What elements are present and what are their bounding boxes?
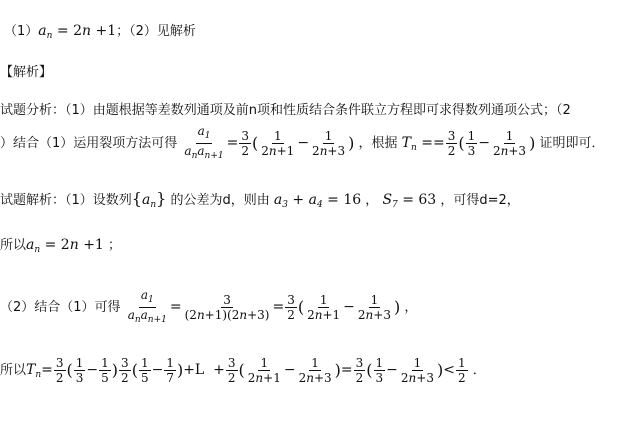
fraction-1-over-2n3: $\frac{1}{2n+3}$	[312, 129, 346, 158]
fraction-1-over-2n3-c: $\frac{1}{2n+3}$	[357, 293, 391, 322]
solution-line-1-text-b: 的公差为d，则由	[170, 193, 270, 208]
fraction-3-over-product: $\frac{3}{(2n+1)(2n+3)}$	[184, 293, 270, 322]
fraction-1-over-2n3-b: $\frac{1}{2n+3}$	[493, 129, 527, 158]
fraction-1-over-2n1: $\frac{1}{2n+1}$	[261, 129, 295, 158]
condition-a3-a4: $a_3 + a_4 = 16$	[273, 192, 362, 210]
solution-line-3-text-b: ，	[404, 300, 418, 315]
solution-line-4-text-a: 所以	[0, 363, 27, 378]
tn-symbol: $T_n$ ==	[401, 135, 445, 153]
analysis-line-2-text-b: ，根据	[358, 136, 398, 151]
answer-separator: ；	[116, 24, 130, 39]
solution-line-3: （2）结合（1）可得 $\frac{a_1}{a_na_{n+1}}$ = $\frac{3}{(2n+1)(2n+3)}$ = $\frac{3}{2}$ ( $\frac{1}{2n+1}$ − $\frac{1}{2n+3}$ ) ，	[0, 288, 418, 325]
solution-line-1-text-c: ，	[365, 193, 379, 208]
answer-part1-formula: $a_n = 2n +1$	[38, 23, 117, 41]
analysis-heading: 【解析】	[0, 65, 53, 80]
fraction-3-over-2: $\frac{3}{2}$	[241, 129, 249, 158]
solution-line-1-text-d: ，可得d=2，	[440, 193, 520, 208]
analysis-line-2: ）结合（1）运用裂项方法可得 $\frac{a_1}{a_na_{n+1}}$ = $\frac{3}{2}$ ( $\frac{1}{2n+1}$ − $\frac{1}{2n+3}$ ) ，根据 $T_n$ == $\frac{3}{2}$ ( $\frac{1}{3}$ − $\frac{1}{2n+3}$ ) 证明即可．	[0, 124, 605, 161]
general-term-formula: $a_n = 2n +1$	[26, 237, 104, 255]
solution-line-3-text-a: （2）结合（1）可得	[0, 300, 121, 315]
fraction-1-over-3: $\frac{1}{3}$	[467, 129, 476, 158]
answer-part1-label: （1）	[4, 24, 39, 39]
analysis-line-2-text-a: ）结合（1）运用裂项方法可得	[0, 136, 178, 151]
fraction-3-over-2-b: $\frac{3}{2}$	[447, 129, 456, 158]
condition-s7: $S_7 = 63$	[382, 192, 437, 210]
solution-line-1-text-a: 试题解析：（1）设数列	[0, 193, 132, 208]
analysis-line-1: 试题分析：（1）由题根据等差数列通项及前n项和性质结合条件联立方程即可求得数列通项公式；（2	[0, 103, 571, 118]
fraction-1-over-2n1-b: $\frac{1}{2n+1}$	[307, 293, 341, 322]
fraction-a1-over-anan1: $\frac{a_1}{a_na_{n+1}}$	[184, 124, 224, 161]
fraction-3-over-2-c: $\frac{3}{2}$	[287, 293, 295, 322]
solution-line-4-text-b: ．	[472, 363, 486, 378]
solution-line-2-text-b: ；	[107, 238, 121, 253]
solution-line-1: 试题解析：（1）设数列$\{a_n\}$ 的公差为d，则由 $a_3 + a_4 = 16$ ， $S_7 = 63$ ，可得d=2，	[0, 189, 520, 210]
answer-line	[4, 22, 196, 45]
answer-part2-label: （2）	[129, 24, 157, 39]
answer-part2-text: 见解析	[156, 24, 196, 39]
analysis-line-2-text-c: 证明即可．	[539, 136, 605, 151]
solution-line-2-text-a: 所以	[0, 238, 27, 253]
tn-sum-formula: $T_n=$	[26, 362, 53, 380]
fraction-a1-over-anan1-b: $\frac{a_1}{a_na_{n+1}}$	[127, 288, 167, 325]
solution-line-4: 所以$T_n=$ $\frac{3}{2}$ ( $\frac{1}{3}$ − $\frac{1}{5}$ ) $\frac{3}{2}$ ( $\frac{1}{5}$ − $\frac{1}{7}$ )+L + $\frac{3}{2}$ ( $\frac{1}{2n+1}$ − $\frac{1}{2n+3}$ )= $\frac{3}{2}$ ( $\frac{1}{3}$ − $\frac{1}{2n+3}$ )< $\frac{1}{2}$ ．	[0, 356, 486, 385]
solution-line-2	[0, 236, 121, 259]
